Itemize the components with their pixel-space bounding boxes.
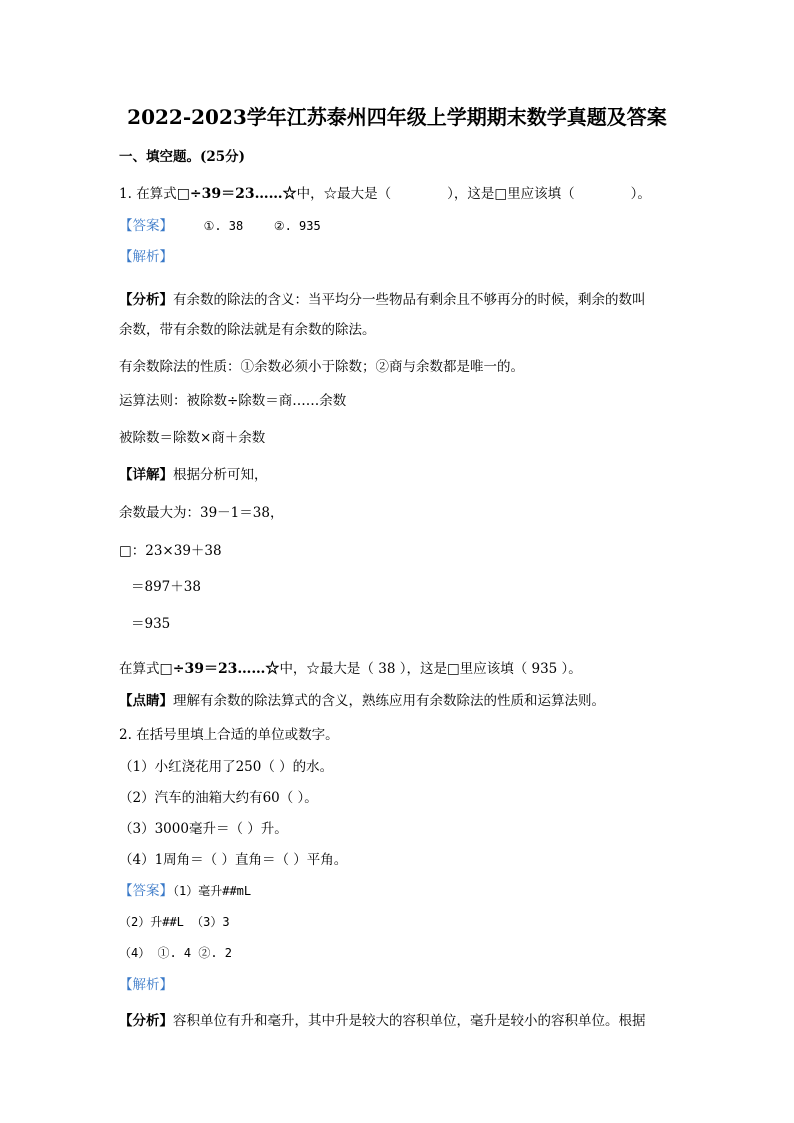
calc-line-2: □：23×39＋38 [119, 543, 222, 559]
property-text: 有余数除法的性质：①余数必须小于除数；②商与余数都是唯一的。 [119, 359, 524, 375]
q2-fenxi-line [119, 1012, 646, 1030]
question-2-item-4: （4）1周角＝（ ）直角＝（ ）平角。 [119, 852, 348, 868]
detail-text: 根据分析可知， [173, 467, 268, 483]
question-1-stem [119, 185, 651, 203]
analysis-label: 【解析】 [119, 249, 173, 265]
stem-end: ）。 [630, 186, 651, 202]
fenxi-line-2: 余数，带有余数的除法就是有余数的除法。 [119, 322, 376, 338]
q2-answer-line-1 [119, 882, 251, 900]
stem-middle-2: ），这是□里应该填（ [447, 186, 575, 202]
fenxi-text: 有余数的除法的含义：当平均分一些物品有剩余且不够再分的时候，剩余的数叫 [173, 292, 646, 308]
answer-value-1: ①. 38 [203, 219, 244, 233]
dianjing-label: 【点睛】 [119, 693, 173, 709]
question-2-item-1: （1）小红浇花用了250（ ）的水。 [119, 759, 334, 775]
rule-1: 运算法则：被除数÷除数＝商……余数 [119, 393, 347, 409]
stem-prefix: 在算式 [136, 186, 177, 202]
dianjing-line [119, 692, 605, 710]
conclusion-formula: □÷39＝23……☆ [159, 661, 280, 677]
q2-answer-line-2: （2）升##L （3）3 [119, 915, 230, 929]
detail-label: 【详解】 [119, 467, 173, 483]
q2-answer-1: （1）毫升##mL [173, 884, 252, 898]
dianjing-text: 理解有余数的除法算式的含义，熟练应用有余数除法的性质和运算法则。 [173, 693, 605, 709]
document-title: 2022-2023学年江苏泰州四年级上学期期末数学真题及答案 [127, 105, 667, 129]
question-2-item-2: （2）汽车的油箱大约有60（ ）。 [119, 790, 318, 806]
detail-line [119, 466, 268, 484]
answer-value-2: ②. 935 [273, 219, 321, 233]
q2-answer-line-3: （4） ①. 4 ②. 2 [119, 946, 233, 960]
stem-middle: 中，☆最大是（ [296, 186, 392, 202]
calc-line-3: ＝897＋38 [131, 579, 201, 595]
rule-2: 被除数＝除数×商＋余数 [119, 430, 266, 446]
q2-analysis-label: 【解析】 [119, 977, 173, 993]
q2-fenxi-text: 容积单位有升和毫升，其中升是较大的容积单位，毫升是较小的容积单位。根据 [173, 1013, 646, 1029]
q2-answer-label: 【答案】 [119, 883, 173, 899]
fenxi-label: 【分析】 [119, 292, 173, 308]
conclusion-prefix: 在算式 [119, 661, 160, 677]
section-heading: 一、填空题。(25分) [119, 149, 246, 165]
division-formula: □÷39＝23……☆ [176, 186, 297, 202]
calc-line-1: 余数最大为：39－1＝38， [119, 505, 284, 521]
conclusion-text: 中，☆最大是（ 38 ），这是□里应该填（ 935 ）。 [279, 661, 582, 677]
answer-label: 【答案】 [119, 218, 173, 234]
fenxi-line-1 [119, 291, 646, 309]
question-2-stem: 2. 在括号里填上合适的单位或数字。 [119, 727, 339, 743]
question-number: 1. [119, 186, 132, 202]
q2-fenxi-label: 【分析】 [119, 1013, 173, 1029]
question-2-item-3: （3）3000毫升＝（ ）升。 [119, 821, 288, 837]
conclusion-line [119, 660, 582, 678]
calc-line-4: ＝935 [131, 616, 171, 632]
answer-row [119, 217, 321, 235]
